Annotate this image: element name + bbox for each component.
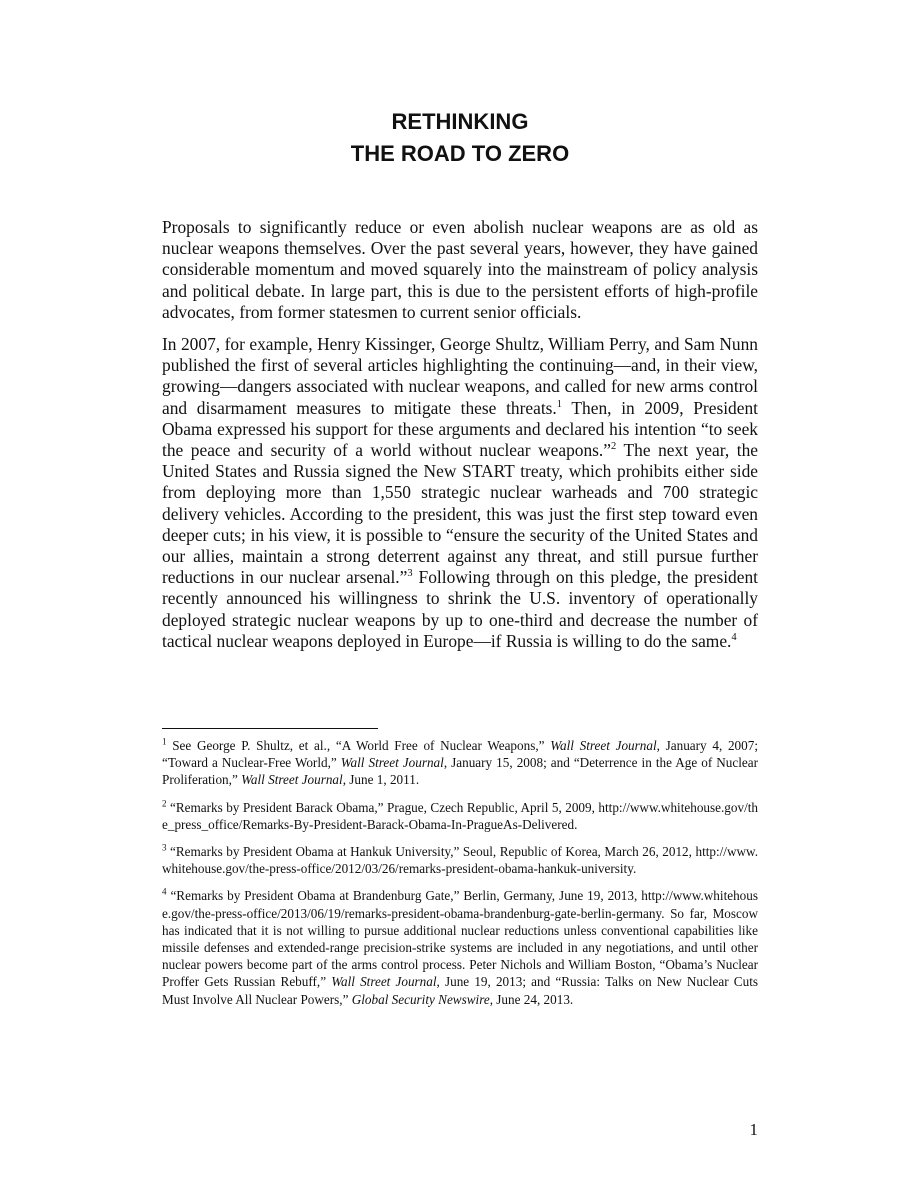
footnotes — [162, 737, 758, 1018]
footnote-ref-1[interactable]: 1 — [556, 398, 563, 410]
paragraph-2-part-4: Following through on this pledge, the president recently announced his willingness to shrink the U.S. inventory of operationally deployed strategic nuclear weapons by up to one-third and decrease the number of tactical nuclear weapons deployed in Europe—if Russia is willing to do the same. — [162, 567, 758, 651]
footnote-4-number: 4 — [162, 887, 167, 898]
title-line-2: THE ROAD TO ZERO — [350, 141, 570, 166]
footnote-3-number: 3 — [162, 842, 167, 853]
footnote-4-source: Global Security Newswire — [351, 991, 490, 1007]
paragraph-2-part-3: The next year, the United States and Russia signed the New START treaty, which prohibits either side from deploying more than 1,550 strategic nuclear warheads and 700 strategic delivery vehicles. According to the president, this was just the first step toward even deeper cuts; in his view, it is possible to “ensure the security of the United States and our allies, maintain a strong deterrent against any threat, and still pursue further reductions in our nuclear arsenal.” — [162, 440, 758, 588]
page-number: 1 — [749, 1120, 758, 1139]
paragraph-2-part-1: In 2007, for example, Henry Kissinger, George Shultz, William Perry, and Sam Nunn published the first of several articles highlighting the continuing—and, in their view, growing—dangers associated with nuclear weapons, and called for new arms control and disarmament measures to mitigate these threats. — [162, 334, 758, 418]
footnote-3-url[interactable]: http://www.whitehouse.gov/the-press-office/2012/03/26/remarks-president-obama-hankuk-university. — [162, 844, 758, 877]
footnote-4 — [162, 887, 758, 1007]
footnote-ref-3[interactable]: 3 — [407, 568, 413, 580]
footnote-1-text: , June 1, 2011. — [342, 772, 420, 788]
footnote-4-text: “Remarks by President Obama at Brandenburg Gate,” Berlin, Germany, June 19, 2013, — [166, 888, 642, 904]
footnote-1-text: , January 4, 2007; “Toward a Nuclear-Free World,” — [162, 738, 758, 771]
footnote-4-text: So far, Moscow has indicated that it is not willing to pursue additional nuclear reductions unless conventional capabilities like missile defenses and extended-range precision-strike systems are included in any negotiations, and until other nuclear powers become part of the arms control process. Peter Nichols and William Boston, “Obama’s Nuclear Proffer Gets Russian Rebuff,” — [162, 905, 758, 990]
page-title — [0, 106, 920, 170]
paragraph-2 — [162, 334, 758, 652]
footnote-3 — [162, 843, 758, 877]
footnote-2 — [162, 799, 758, 833]
footnote-4-text: , June 19, 2013; and “Russia: Talks on New Nuclear Cuts Must Involve All Nuclear Powers,” — [162, 974, 758, 1007]
footnote-1-source: Wall Street Journal — [241, 772, 343, 788]
footnote-divider — [162, 728, 378, 729]
footnote-2-url[interactable]: http://www.whitehouse.gov/the_press_office/Remarks-By-President-Barack-Obama-In-PragueAs-Delivered. — [162, 799, 758, 832]
footnote-4-url[interactable]: http://www.whitehouse.gov/the-press-office/2013/06/19/remarks-president-obama-brandenburg-gate-berlin-germany. — [162, 888, 758, 921]
paragraph-2-part-2: Then, in 2009, President Obama expressed his support for these arguments and declared his intention “to seek the peace and security of a world without nuclear weapons.” — [162, 397, 758, 461]
paragraph-1: Proposals to significantly reduce or even abolish nuclear weapons are as old as nuclear weapons themselves. Over the past several years, however, they have gained considerable momentum and moved squarely into the mainstream of policy analysis and political debate. In large part, this is due to the persistent efforts of high-profile advocates, from former statesmen to current senior officials. — [162, 217, 758, 322]
footnote-2-text: “Remarks by President Barack Obama,” Prague, Czech Republic, April 5, 2009, — [166, 799, 599, 815]
footnote-1 — [162, 737, 758, 789]
footnote-ref-4[interactable]: 4 — [731, 632, 737, 644]
footnote-2-number: 2 — [162, 798, 167, 809]
footnote-4-text: , June 24, 2013. — [489, 991, 574, 1007]
footnote-3-text: “Remarks by President Obama at Hankuk University,” Seoul, Republic of Korea, March 26, 2012, — [166, 844, 696, 860]
footnote-1-text: , January 15, 2008; and “Deterrence in the Age of Nuclear Proliferation,” — [162, 755, 758, 788]
footnote-1-source: Wall Street Journal — [340, 755, 444, 771]
footnote-1-text: See George P. Shultz, et al., “A World Free of Nuclear Weapons,” — [166, 738, 551, 753]
footnote-4-source: Wall Street Journal — [331, 974, 437, 990]
footnote-ref-2[interactable]: 2 — [611, 441, 617, 453]
title-line-1: RETHINKING — [391, 109, 529, 134]
footnote-1-source: Wall Street Journal — [550, 738, 657, 753]
footnote-1-number: 1 — [162, 736, 167, 747]
body-text — [162, 217, 758, 663]
